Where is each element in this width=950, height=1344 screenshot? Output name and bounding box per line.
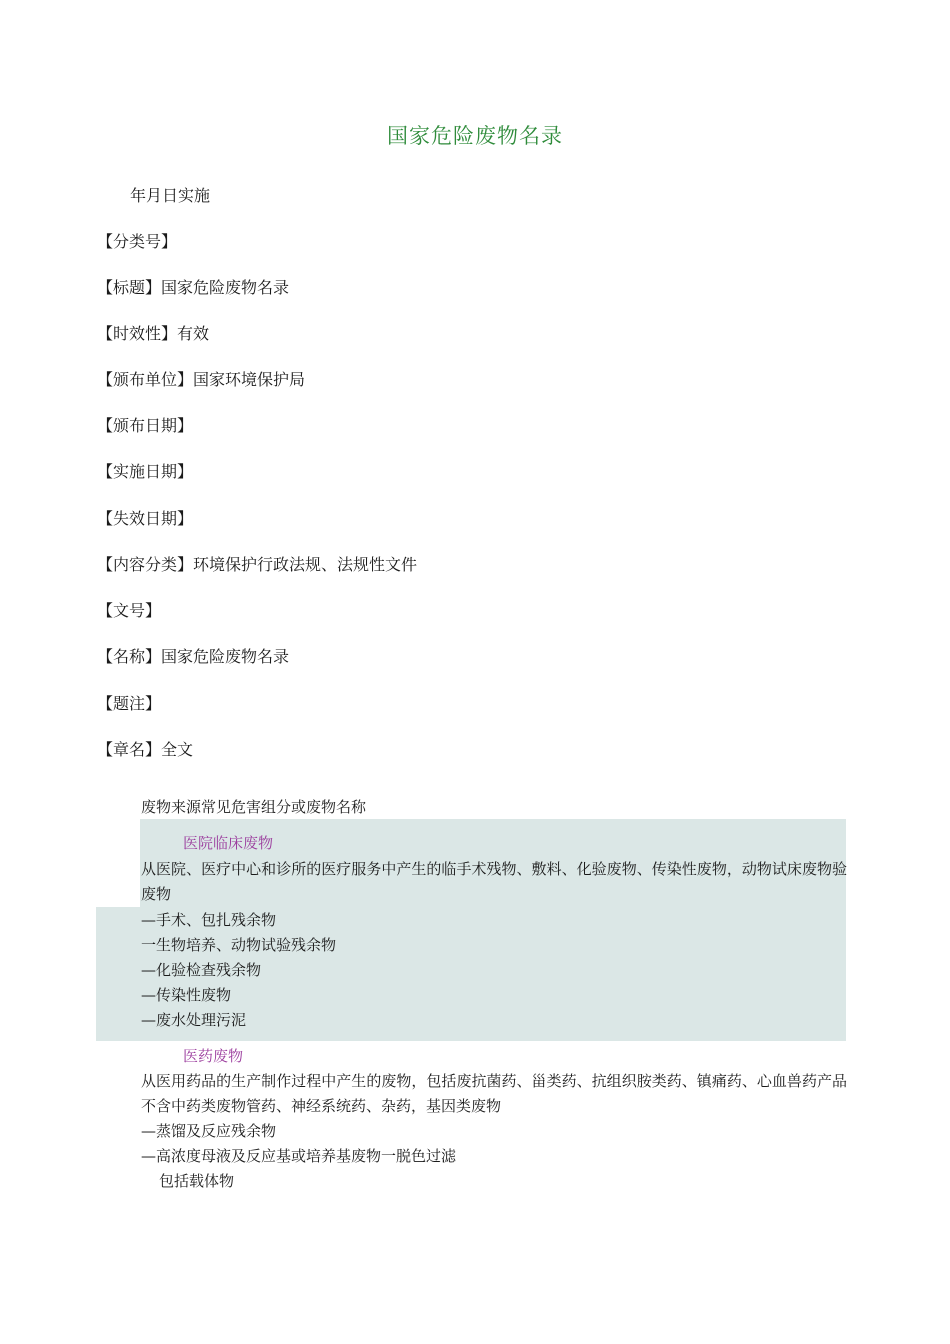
meta-name: 【名称】国家危险废物名录 [97,647,290,666]
list-item: —高浓度母液及反应基或培养基废物一脱色过滤 [141,1147,457,1165]
meta-issue-date: 【颁布日期】 [97,416,194,435]
list-item: —蒸馏及反应残余物 [141,1122,277,1140]
section-description-clinical-waste: 从医院、医疗中心和诊所的医疗服务中产生的临手术残物、敷料、化验废物、传染性废物，动物试床废物验废物 [141,860,847,903]
list-item: —手术、包扎残余物 [141,911,277,929]
meta-validity: 【时效性】有效 [97,324,210,343]
date-line: 年月日实施 [130,186,211,205]
list-item: —传染性废物 [141,986,232,1004]
section-heading-clinical-waste: 医院临床废物 [183,834,274,852]
trailing-note: 包括载体物 [159,1172,235,1190]
meta-content-category: 【内容分类】环境保护行政法规、法规性文件 [97,555,418,574]
section-description-pharma-waste: 从医用药品的生产制作过程中产生的废物，包括废抗菌药、甾类药、抗组织胺类药、镇痛药、心血兽药产品不含中药类废物管药、神经系统药、杂药，基因类废物 [141,1072,847,1115]
meta-effective-date: 【实施日期】 [97,462,194,481]
meta-title: 【标题】国家危险废物名录 [97,278,290,297]
document-title: 国家危险废物名录 [387,124,563,148]
table-header: 废物来源常见危害组分或废物名称 [141,798,367,816]
meta-expiry-date: 【失效日期】 [97,509,194,528]
meta-note: 【题注】 [97,694,162,713]
list-item: 一生物培养、动物试验残余物 [141,936,337,954]
list-item: —化验检查残余物 [141,961,262,979]
section-heading-pharma-waste: 医药废物 [183,1047,244,1065]
meta-chapter: 【章名】全文 [97,740,194,759]
meta-document-number: 【文号】 [97,601,162,620]
meta-issuing-unit: 【颁布单位】国家环境保护局 [97,370,306,389]
meta-category-number: 【分类号】 [97,232,178,251]
list-item: —废水处理污泥 [141,1011,247,1029]
